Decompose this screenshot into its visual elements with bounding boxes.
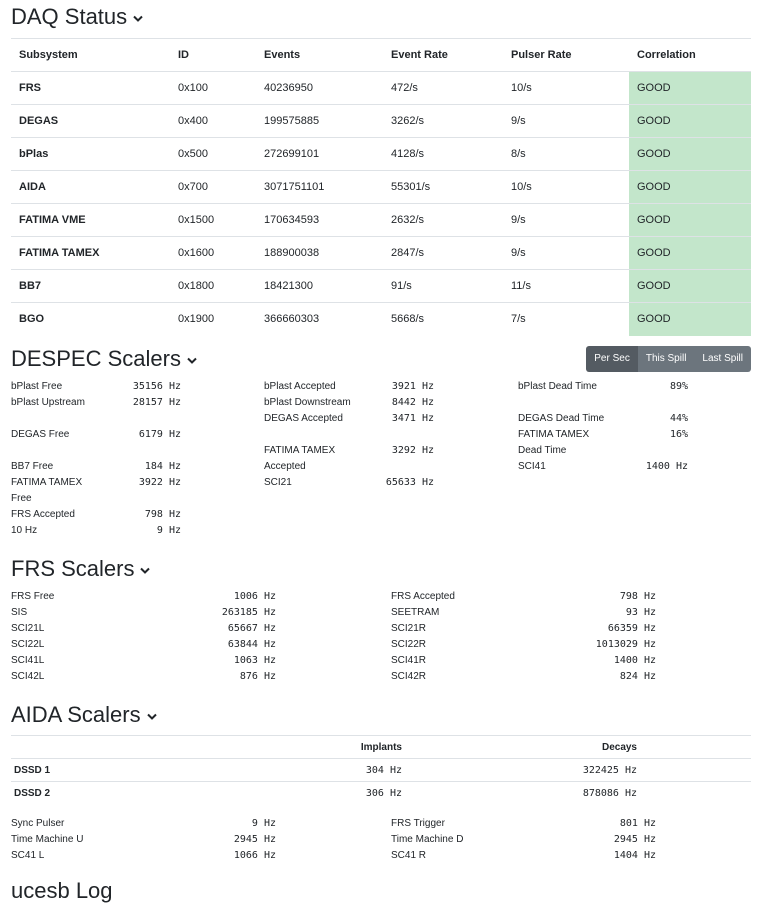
scaler-row (11, 459, 181, 475)
event-rate-cell: 5668/s (383, 303, 503, 336)
scaler-label: BB7 Free (11, 461, 54, 472)
scaler-row (11, 605, 276, 621)
scaler-value: 44% (669, 413, 688, 424)
correlation-cell: GOOD (629, 138, 751, 171)
scaler-value: 16% (669, 429, 688, 440)
header-spacer (640, 736, 751, 759)
id-cell: 0x1900 (170, 303, 256, 336)
scaler-label: SIS (11, 607, 28, 618)
scaler-row (11, 475, 181, 507)
chevron-down-icon[interactable] (140, 567, 149, 576)
scaler-label: FATIMA TAMEX Accepted (264, 445, 336, 472)
scaler-label: DEGAS Accepted (264, 413, 343, 424)
dssd-name: DSSD 2 (11, 782, 251, 805)
scaler-value: 2945 Hz (233, 834, 276, 845)
scaler-value: 2945 Hz (613, 834, 656, 845)
scaler-value: 824 Hz (619, 671, 656, 682)
dssd-name: DSSD 1 (11, 759, 251, 782)
scaler-row (11, 832, 276, 848)
scaler-row (264, 395, 434, 411)
subsystem-cell: BB7 (11, 270, 170, 303)
scaler-value: 66359 Hz (607, 623, 656, 634)
subsystem-cell: FATIMA TAMEX (11, 237, 170, 270)
frs-right-column (391, 589, 656, 685)
events-cell: 272699101 (256, 138, 383, 171)
scaler-row (391, 605, 656, 621)
scaler-label: SCI41R (391, 655, 427, 666)
scaler-row (11, 395, 181, 411)
frs-left-column (11, 589, 276, 685)
table-row (11, 759, 751, 782)
pulser-rate-cell: 10/s (503, 171, 629, 204)
scaler-value: 35156 Hz (132, 381, 181, 392)
implants-value: 304 Hz (251, 759, 405, 782)
header-blank (11, 736, 251, 759)
scaler-value: 3292 Hz (391, 445, 434, 456)
spacer-cell (640, 782, 751, 805)
scaler-label: bPlast Upstream (11, 397, 85, 408)
table-header-row (11, 39, 751, 72)
scaler-value: 9 Hz (251, 818, 276, 829)
scaler-label: bPlast Accepted (264, 381, 336, 392)
event-rate-cell: 2632/s (383, 204, 503, 237)
chevron-down-icon[interactable] (147, 713, 156, 722)
scaler-value: 263185 Hz (221, 607, 276, 618)
scaler-value: 801 Hz (619, 818, 656, 829)
subsystem-cell: FRS (11, 72, 170, 105)
pulser-rate-cell: 9/s (503, 105, 629, 138)
scaler-row (391, 816, 656, 832)
scaler-mode-toggle (586, 346, 751, 372)
event-rate-cell: 2847/s (383, 237, 503, 270)
daq-status-title[interactable]: DAQ Status (11, 4, 142, 30)
scaler-value: 8442 Hz (391, 397, 434, 408)
table-row (11, 237, 751, 270)
subsystem-cell: bPlas (11, 138, 170, 171)
id-cell: 0x100 (170, 72, 256, 105)
scaler-label: Time Machine D (391, 834, 464, 845)
scaler-row (264, 475, 434, 491)
subsystem-cell: DEGAS (11, 105, 170, 138)
event-rate-cell: 4128/s (383, 138, 503, 171)
scaler-row (11, 621, 276, 637)
table-row (11, 171, 751, 204)
scaler-label: Time Machine U (11, 834, 84, 845)
scaler-label: SCI42R (391, 671, 427, 682)
events-cell: 199575885 (256, 105, 383, 138)
event-rate-cell: 472/s (383, 72, 503, 105)
header-pulser-rate: Pulser Rate (503, 39, 629, 72)
spacer-cell (640, 759, 751, 782)
scaler-value: 798 Hz (619, 591, 656, 602)
scaler-row (391, 637, 656, 653)
scaler-row (391, 669, 656, 685)
scaler-row (518, 459, 688, 475)
scaler-row (11, 523, 181, 539)
scaler-label: DEGAS Free (11, 429, 70, 440)
scaler-row (264, 411, 434, 427)
scaler-value: 1400 Hz (613, 655, 656, 666)
chevron-down-icon[interactable] (133, 15, 142, 24)
scaler-label: FRS Free (11, 591, 55, 602)
header-correlation: Correlation (629, 39, 751, 72)
scaler-label: FRS Accepted (11, 509, 75, 520)
header-implants: Implants (251, 736, 405, 759)
correlation-cell: GOOD (629, 72, 751, 105)
scaler-label: SCI22R (391, 639, 427, 650)
scaler-value: 63844 Hz (227, 639, 276, 650)
scaler-label: SC41 R (391, 850, 427, 861)
scaler-value: 1063 Hz (233, 655, 276, 666)
scaler-label: SCI21R (391, 623, 427, 634)
scaler-row (391, 621, 656, 637)
per-sec-button[interactable]: Per Sec (586, 346, 638, 372)
header-subsystem: Subsystem (11, 39, 170, 72)
decays-value: 878086 Hz (405, 782, 640, 805)
scaler-row (11, 589, 276, 605)
despec-column-3 (518, 379, 688, 475)
id-cell: 0x1800 (170, 270, 256, 303)
table-header-row (11, 736, 751, 759)
events-cell: 40236950 (256, 72, 383, 105)
ucesb-log-title[interactable]: ucesb Log (11, 878, 113, 903)
scaler-label: SCI42L (11, 671, 45, 682)
scaler-label: FATIMA TAMEX Free (11, 477, 83, 504)
scaler-label: 10 Hz (11, 525, 38, 536)
subsystem-cell: AIDA (11, 171, 170, 204)
scaler-label: bPlast Downstream (264, 397, 351, 408)
pulser-rate-cell: 9/s (503, 237, 629, 270)
scaler-value: 3922 Hz (138, 477, 181, 488)
scaler-value: 1400 Hz (645, 461, 688, 472)
scaler-label: SC41 L (11, 850, 45, 861)
scaler-value: 1404 Hz (613, 850, 656, 861)
scaler-value: 65633 Hz (385, 477, 434, 488)
scaler-row (11, 379, 181, 395)
last-spill-button[interactable]: Last Spill (694, 346, 751, 372)
scaler-label: FRS Accepted (391, 591, 455, 602)
scaler-value: 184 Hz (144, 461, 181, 472)
scaler-row (11, 507, 181, 523)
events-cell: 18421300 (256, 270, 383, 303)
scaler-row (391, 848, 656, 864)
decays-value: 322425 Hz (405, 759, 640, 782)
correlation-cell: GOOD (629, 171, 751, 204)
table-row (11, 270, 751, 303)
scaler-row (11, 669, 276, 685)
frs-scalers-title[interactable]: FRS Scalers (11, 556, 149, 582)
aida-right-column (391, 816, 656, 864)
table-row (11, 303, 751, 336)
table-row (11, 72, 751, 105)
scaler-row (264, 379, 434, 395)
scaler-row (11, 637, 276, 653)
chevron-down-icon[interactable] (187, 357, 196, 366)
scaler-label: SCI41 (518, 461, 546, 472)
scaler-value: 6179 Hz (138, 429, 181, 440)
header-id: ID (170, 39, 256, 72)
scaler-value: 798 Hz (144, 509, 181, 520)
scaler-value: 28157 Hz (132, 397, 181, 408)
table-row (11, 782, 751, 805)
aida-dssd-table (11, 735, 751, 805)
table-row (11, 204, 751, 237)
event-rate-cell: 3262/s (383, 105, 503, 138)
despec-column-2 (264, 379, 434, 491)
scaler-value: 93 Hz (625, 607, 656, 618)
scaler-label: bPlast Free (11, 381, 63, 392)
events-cell: 170634593 (256, 204, 383, 237)
scaler-value: 9 Hz (156, 525, 181, 536)
scaler-row (391, 653, 656, 669)
scaler-row (518, 427, 688, 459)
scaler-row (391, 589, 656, 605)
id-cell: 0x700 (170, 171, 256, 204)
event-rate-cell: 91/s (383, 270, 503, 303)
pulser-rate-cell: 10/s (503, 72, 629, 105)
header-decays: Decays (405, 736, 640, 759)
scaler-label: bPlast Dead Time (518, 381, 597, 392)
scaler-value: 1066 Hz (233, 850, 276, 861)
scaler-value: 89% (669, 381, 688, 392)
correlation-cell: GOOD (629, 270, 751, 303)
scaler-label: Sync Pulser (11, 818, 65, 829)
event-rate-cell: 55301/s (383, 171, 503, 204)
scaler-label: SCI22L (11, 639, 45, 650)
correlation-cell: GOOD (629, 303, 751, 336)
scaler-value: 1006 Hz (233, 591, 276, 602)
id-cell: 0x1600 (170, 237, 256, 270)
scaler-row (11, 653, 276, 669)
id-cell: 0x400 (170, 105, 256, 138)
header-event-rate: Event Rate (383, 39, 503, 72)
pulser-rate-cell: 8/s (503, 138, 629, 171)
events-cell: 366660303 (256, 303, 383, 336)
pulser-rate-cell: 11/s (503, 270, 629, 303)
scaler-row (11, 848, 276, 864)
scaler-row (11, 427, 181, 443)
scaler-row (518, 411, 688, 427)
despec-scalers-title[interactable]: DESPEC Scalers (11, 346, 196, 372)
id-cell: 0x1500 (170, 204, 256, 237)
scaler-row (391, 832, 656, 848)
daq-status-table (11, 38, 751, 336)
scaler-value: 3921 Hz (391, 381, 434, 392)
scaler-label: DEGAS Dead Time (518, 413, 605, 424)
events-cell: 3071751101 (256, 171, 383, 204)
aida-left-column (11, 816, 276, 864)
id-cell: 0x500 (170, 138, 256, 171)
scaler-label: FRS Trigger (391, 818, 445, 829)
pulser-rate-cell: 9/s (503, 204, 629, 237)
scaler-label: SEETRAM (391, 607, 440, 618)
scaler-value: 1013029 Hz (595, 639, 656, 650)
pulser-rate-cell: 7/s (503, 303, 629, 336)
scaler-label: FATIMA TAMEX Dead Time (518, 429, 590, 456)
despec-column-1 (11, 379, 181, 539)
aida-scalers-title[interactable]: AIDA Scalers (11, 702, 156, 728)
scaler-label: SCI21 (264, 477, 292, 488)
correlation-cell: GOOD (629, 204, 751, 237)
correlation-cell: GOOD (629, 105, 751, 138)
table-row (11, 138, 751, 171)
scaler-value: 3471 Hz (391, 413, 434, 424)
scaler-row (264, 443, 434, 475)
events-cell: 188900038 (256, 237, 383, 270)
subsystem-cell: BGO (11, 303, 170, 336)
scaler-value: 65667 Hz (227, 623, 276, 634)
scaler-label: SCI21L (11, 623, 45, 634)
scaler-row (518, 379, 688, 395)
scaler-value: 876 Hz (239, 671, 276, 682)
correlation-cell: GOOD (629, 237, 751, 270)
scaler-row (11, 816, 276, 832)
scaler-label: SCI41L (11, 655, 45, 666)
header-events: Events (256, 39, 383, 72)
this-spill-button[interactable]: This Spill (638, 346, 695, 372)
table-row (11, 105, 751, 138)
implants-value: 306 Hz (251, 782, 405, 805)
subsystem-cell: FATIMA VME (11, 204, 170, 237)
